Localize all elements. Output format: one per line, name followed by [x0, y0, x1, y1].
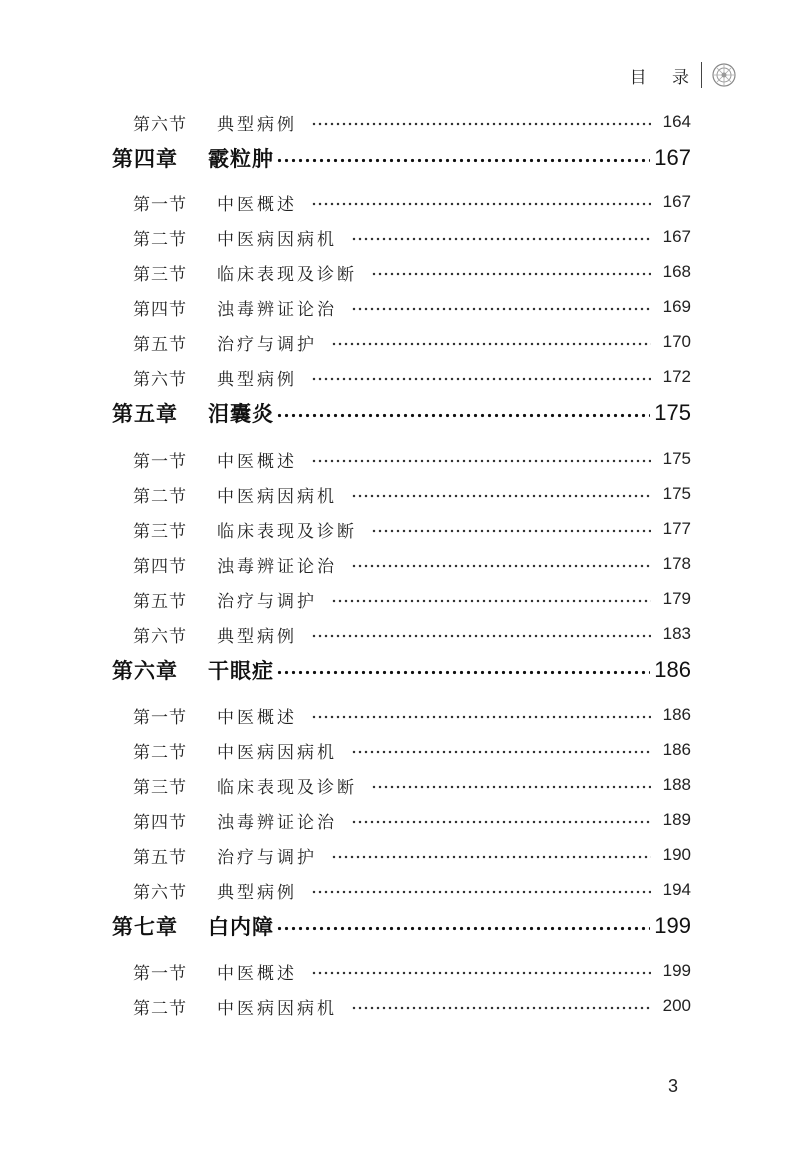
section-number: 第五节	[133, 334, 187, 355]
dot-leader	[331, 342, 651, 346]
dot-leader	[351, 237, 651, 241]
toc-page-number: 183	[662, 624, 691, 643]
toc-section-row[interactable]	[133, 257, 691, 287]
section-number: 第六节	[133, 882, 187, 903]
toc-page-number: 179	[662, 589, 691, 608]
toc-section-row[interactable]	[133, 700, 691, 730]
section-title: 浊毒辨证论治	[217, 556, 337, 577]
toc-page-number: 164	[662, 112, 691, 131]
dot-leader	[351, 494, 651, 498]
dot-leader	[311, 122, 651, 126]
section-number: 第四节	[133, 556, 187, 577]
toc-page-number: 172	[662, 367, 691, 386]
section-title: 临床表现及诊断	[217, 521, 357, 542]
section-number: 第二节	[133, 229, 187, 250]
section-number: 第六节	[133, 114, 187, 135]
chapter-title: 泪囊炎	[208, 402, 274, 426]
toc-page-number: 168	[662, 262, 691, 281]
section-number: 第五节	[133, 847, 187, 868]
chapter-number: 第四章	[112, 147, 178, 171]
toc-chapter-row[interactable]	[112, 395, 691, 431]
section-title: 浊毒辨证论治	[217, 299, 337, 320]
section-title: 治疗与调护	[217, 847, 317, 868]
dot-leader	[351, 750, 651, 754]
section-title: 典型病例	[217, 626, 297, 647]
header-divider	[701, 62, 702, 88]
dot-leader	[276, 926, 650, 931]
dot-leader	[351, 1006, 651, 1010]
toc-page-number: 167	[662, 227, 691, 246]
toc-page-number: 175	[654, 400, 691, 425]
toc-section-row[interactable]	[133, 187, 691, 217]
section-title: 中医概述	[217, 963, 297, 984]
toc-page-number: 170	[662, 332, 691, 351]
toc-page-number: 175	[662, 484, 691, 503]
toc-section-row[interactable]	[133, 770, 691, 800]
toc-page-number: 178	[662, 554, 691, 573]
dot-leader	[351, 307, 651, 311]
toc-page-number: 200	[662, 996, 691, 1015]
section-number: 第六节	[133, 626, 187, 647]
dot-leader	[351, 564, 651, 568]
toc-section-row[interactable]	[133, 479, 691, 509]
section-title: 中医概述	[217, 707, 297, 728]
toc-section-row[interactable]	[133, 549, 691, 579]
section-number: 第三节	[133, 777, 187, 798]
section-title: 中医病因病机	[217, 229, 337, 250]
toc-section-row[interactable]	[133, 107, 691, 137]
chapter-title: 干眼症	[208, 659, 274, 683]
section-number: 第二节	[133, 486, 187, 507]
toc-page-number: 194	[662, 880, 691, 899]
chapter-number: 第六章	[112, 659, 178, 683]
section-title: 典型病例	[217, 882, 297, 903]
toc-chapter-row[interactable]	[112, 140, 691, 176]
toc-page-number: 177	[662, 519, 691, 538]
chapter-title: 霰粒肿	[208, 147, 274, 171]
decorative-ornament-icon	[710, 61, 738, 89]
section-number: 第一节	[133, 963, 187, 984]
toc-section-row[interactable]	[133, 956, 691, 986]
section-number: 第三节	[133, 264, 187, 285]
chapter-number: 第七章	[112, 915, 178, 939]
dot-leader	[371, 272, 651, 276]
header-title: 目 录	[629, 67, 699, 88]
dot-leader	[311, 715, 651, 719]
section-title: 浊毒辨证论治	[217, 812, 337, 833]
toc-page-number: 167	[654, 145, 691, 170]
toc-section-row[interactable]	[133, 444, 691, 474]
section-number: 第一节	[133, 451, 187, 472]
toc-page-number: 167	[662, 192, 691, 211]
toc-page-number: 186	[662, 705, 691, 724]
section-number: 第二节	[133, 998, 187, 1019]
section-title: 中医概述	[217, 451, 297, 472]
toc-page-number: 188	[662, 775, 691, 794]
section-title: 治疗与调护	[217, 591, 317, 612]
chapter-number: 第五章	[112, 402, 178, 426]
section-number: 第四节	[133, 299, 187, 320]
toc-page-number: 189	[662, 810, 691, 829]
section-number: 第一节	[133, 707, 187, 728]
section-title: 中医概述	[217, 194, 297, 215]
toc-page-number: 190	[662, 845, 691, 864]
toc-page-number: 199	[654, 913, 691, 938]
section-title: 典型病例	[217, 114, 297, 135]
toc-page-number: 199	[662, 961, 691, 980]
section-title: 中医病因病机	[217, 742, 337, 763]
toc-section-row[interactable]	[133, 619, 691, 649]
toc-section-row[interactable]	[133, 514, 691, 544]
section-number: 第一节	[133, 194, 187, 215]
dot-leader	[311, 971, 651, 975]
page-number: 3	[668, 1076, 679, 1096]
dot-leader	[311, 202, 651, 206]
toc-section-row[interactable]	[133, 991, 691, 1021]
section-number: 第二节	[133, 742, 187, 763]
dot-leader	[371, 785, 651, 789]
chapter-title: 白内障	[208, 915, 274, 939]
toc-page-number: 186	[654, 657, 691, 682]
section-title: 中医病因病机	[217, 486, 337, 507]
section-title: 治疗与调护	[217, 334, 317, 355]
dot-leader	[276, 158, 650, 163]
toc-section-row[interactable]	[133, 292, 691, 322]
toc-section-row[interactable]	[133, 327, 691, 357]
section-title: 中医病因病机	[217, 998, 337, 1019]
dot-leader	[371, 529, 651, 533]
section-number: 第六节	[133, 369, 187, 390]
dot-leader	[311, 890, 651, 894]
running-header	[630, 60, 738, 90]
toc-chapter-row[interactable]	[112, 908, 691, 944]
toc-section-row[interactable]	[133, 222, 691, 252]
section-number: 第三节	[133, 521, 187, 542]
section-title: 临床表现及诊断	[217, 264, 357, 285]
toc-section-row[interactable]	[133, 362, 691, 392]
toc-page-number: 186	[662, 740, 691, 759]
toc-section-row[interactable]	[133, 584, 691, 614]
toc-page-number: 169	[662, 297, 691, 316]
toc-section-row[interactable]	[133, 840, 691, 870]
dot-leader	[311, 634, 651, 638]
dot-leader	[311, 459, 651, 463]
dot-leader	[276, 413, 650, 418]
dot-leader	[311, 377, 651, 381]
section-number: 第四节	[133, 812, 187, 833]
dot-leader	[331, 855, 651, 859]
section-number: 第五节	[133, 591, 187, 612]
dot-leader	[276, 670, 650, 675]
toc-section-row[interactable]	[133, 875, 691, 905]
dot-leader	[351, 820, 651, 824]
toc-section-row[interactable]	[133, 805, 691, 835]
toc-page-number: 175	[662, 449, 691, 468]
section-title: 典型病例	[217, 369, 297, 390]
toc-chapter-row[interactable]	[112, 652, 691, 688]
dot-leader	[331, 599, 651, 603]
toc-section-row[interactable]	[133, 735, 691, 765]
section-title: 临床表现及诊断	[217, 777, 357, 798]
